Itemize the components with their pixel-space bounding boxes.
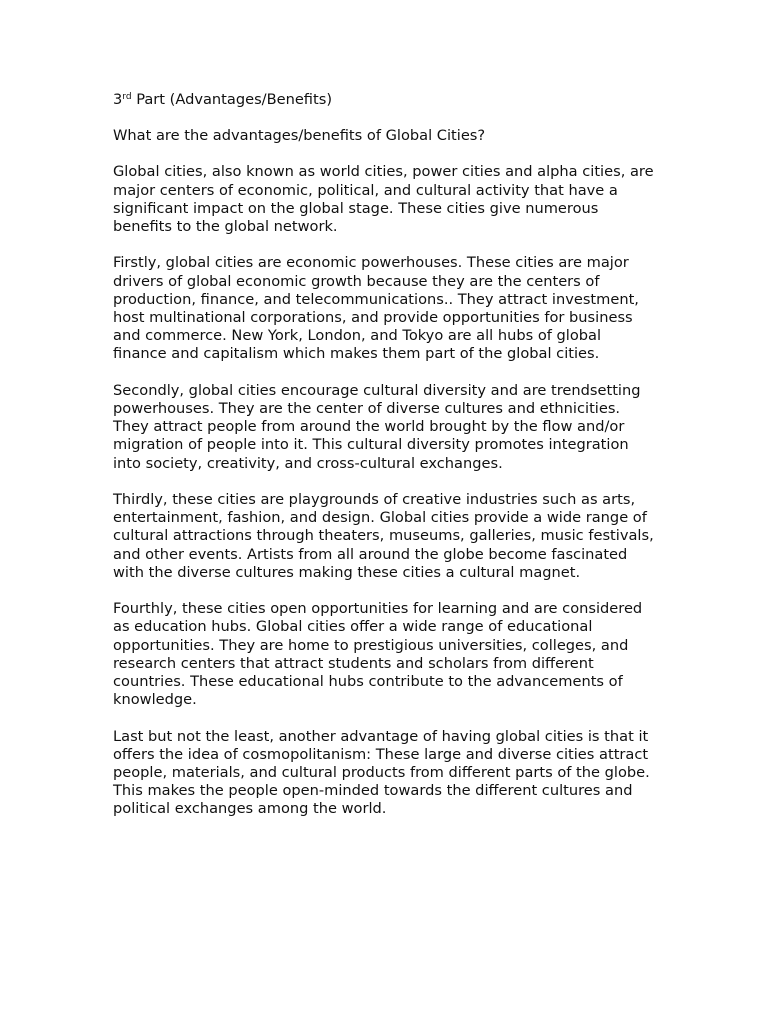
question-line: What are the advantages/benefits of Global Cities? — [113, 127, 486, 145]
heading-text: Part (Advantages/Benefits) — [131, 91, 333, 108]
paragraph-cultural-diversity: Secondly, global cities encourage cultural diversity and are trendsetting powerhouses. They are the center of diverse cultures and ethnicities. They attract people from around the world brought by the flow and/or migration of people into it. This cultural diversity promotes integration into society, creativity, and cross-cultural exchanges. — [113, 381, 641, 472]
heading-ordinal-suffix: rd — [122, 92, 132, 102]
section-heading — [113, 91, 658, 109]
heading-number: 3 — [113, 91, 123, 108]
paragraph-education: Fourthly, these cities open opportunities for learning and are considered as education hubs. Global cities offer a wide range of educational opportunities. They are home to prestigious universities, colleges, and research centers that attract students and scholars from different countries. These educational hubs contribute to the advancements of knowledge. — [113, 600, 643, 709]
paragraph-intro: Global cities, also known as world cities, power cities and alpha cities, are major centers of economic, political, and cultural activity that have a significant impact on the global stage. These cities give numerous benefits to the global network. — [113, 163, 654, 236]
paragraph-cosmopolitanism: Last but not the least, another advantage of having global cities is that it offers the idea of cosmopolitanism: These large and diverse cities attract people, materials, and cultural products from different parts of the globe. This makes the people open-minded towards the different cultures and political exchanges among the world. — [113, 727, 650, 818]
document-page — [113, 91, 658, 837]
paragraph-economic: Firstly, global cities are economic powerhouses. These cities are major drivers of global economic growth because they are the centers of production, finance, and telecommunications.. They attract investment, host multinational corporations, and provide opportunities for business and commerce. New York, London, and Tokyo are all hubs of global finance and capitalism which makes them part of the global cities. — [113, 254, 639, 363]
paragraph-creative-industries: Thirdly, these cities are playgrounds of creative industries such as arts, entertainment, fashion, and design. Global cities provide a wide range of cultural attractions through theaters, museums, galleries, music festivals, and other events. Artists from all around the globe become fascinated with the diverse cultures making these cities a cultural magnet. — [113, 491, 654, 581]
